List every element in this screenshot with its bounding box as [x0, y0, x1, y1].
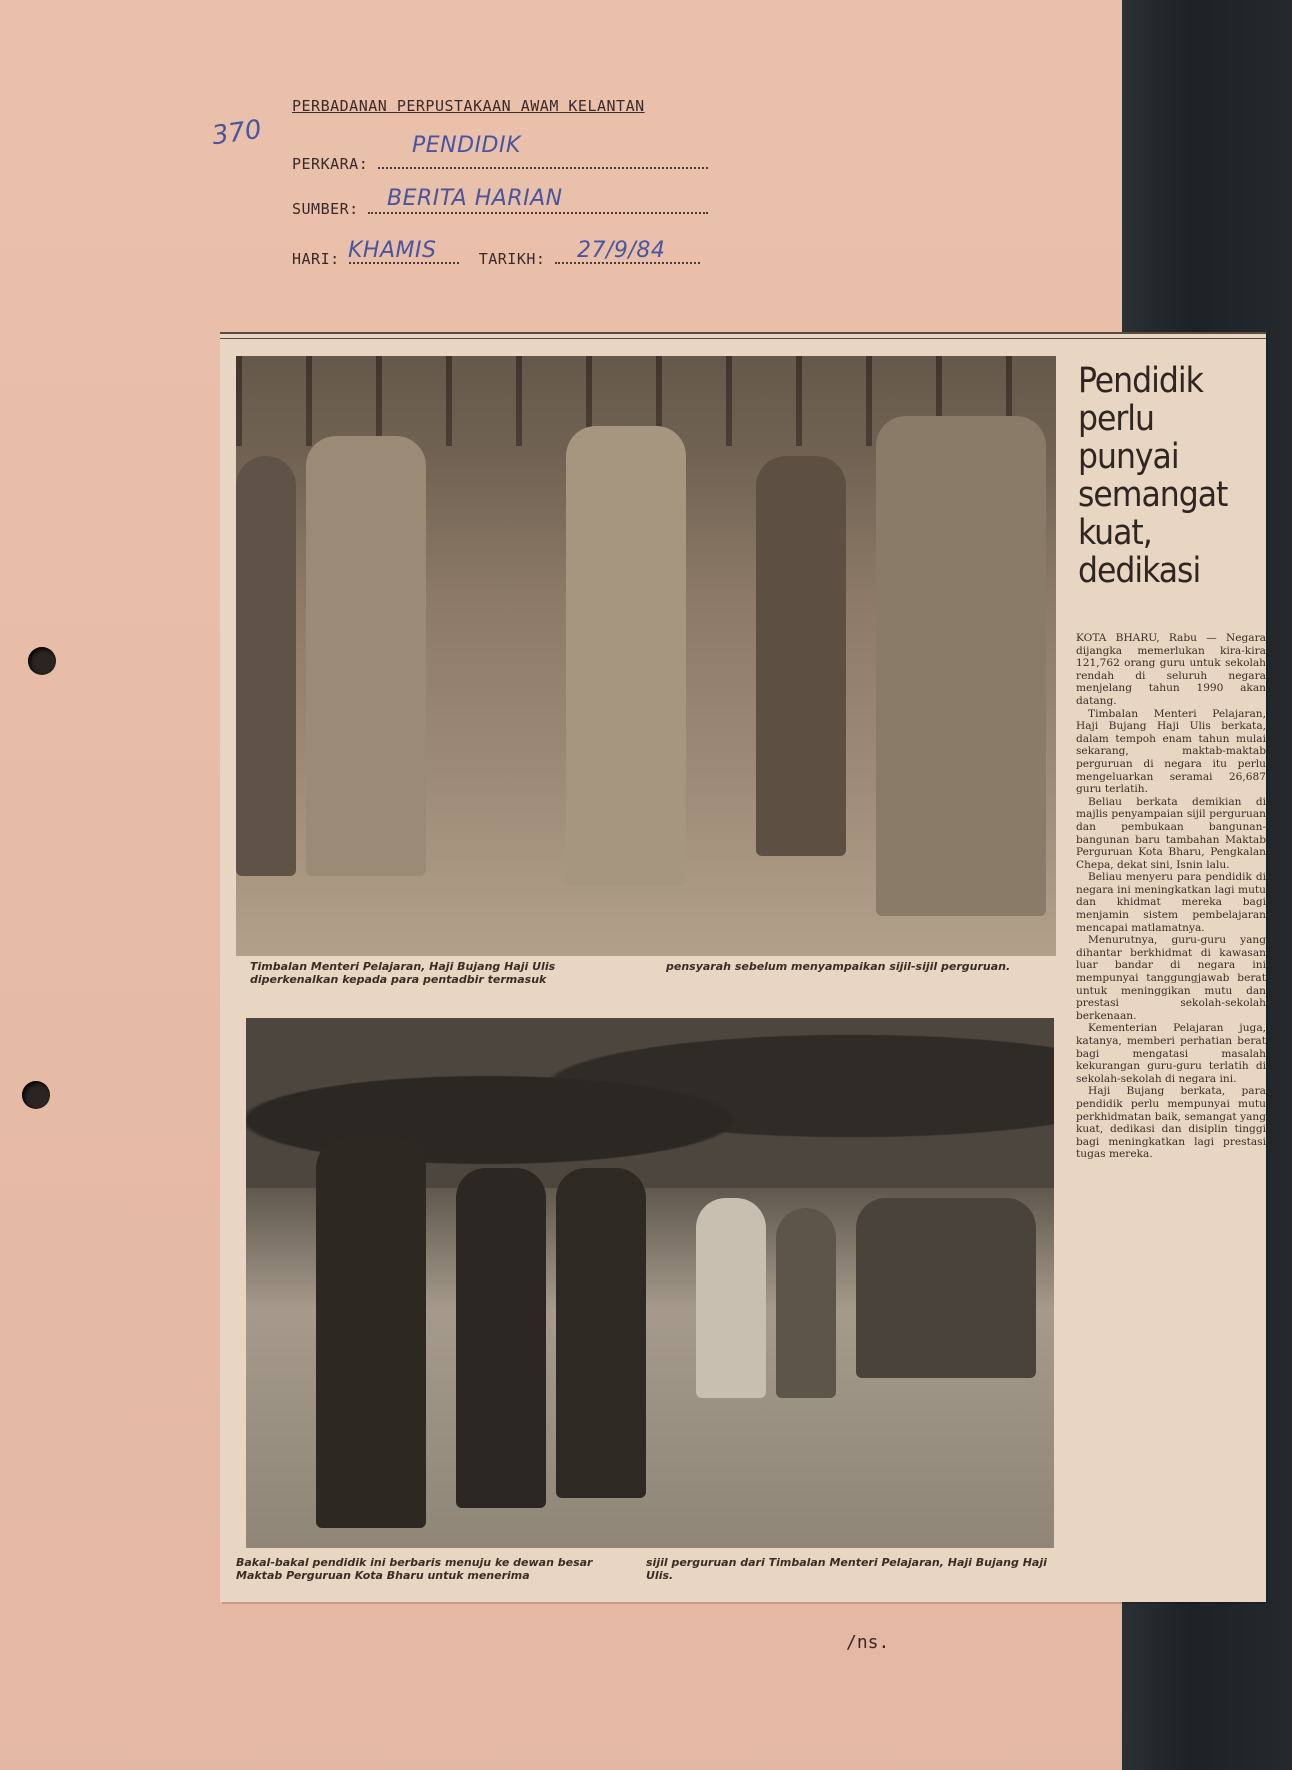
photo-figure — [756, 456, 846, 856]
article-headline: Pendidik perlu punyai semangat kuat, dedikasi — [1078, 361, 1228, 591]
tarikh-value: 27/9/84 — [577, 238, 666, 263]
perkara-dots — [378, 167, 708, 169]
article-paragraph: Beliau berkata demikian di majlis penyampaian sijil perguruan dan pembukaan bangunan-bangunan baru tambahan Maktab Perguruan Kota Bharu, Pengkalan Chepa, dekat sini, Isnin lalu. — [1076, 795, 1266, 871]
photo-procession — [246, 1018, 1054, 1548]
photo-figure — [236, 456, 296, 876]
tarikh-label: TARIKH: — [478, 250, 546, 268]
perkara-value: PENDIDIK — [412, 133, 521, 158]
sumber-row — [292, 186, 708, 218]
sumber-value: BERITA HARIAN — [387, 186, 563, 211]
hari-tarikh-row — [292, 238, 700, 268]
punch-hole-bottom — [22, 1081, 50, 1109]
clipping-top-rule — [220, 332, 1266, 339]
punch-hole-top — [28, 647, 56, 675]
hari-value: KHAMIS — [348, 238, 437, 263]
hari-label: HARI: — [292, 250, 340, 268]
file-number: 370 — [210, 114, 264, 152]
photo-figure — [456, 1168, 546, 1508]
caption-photo-2-right: sijil perguruan dari Timbalan Menteri Pelajaran, Haji Bujang Haji Ulis. — [646, 1556, 1047, 1582]
photo-handshake — [236, 356, 1056, 956]
caption-photo-1-left: Timbalan Menteri Pelajaran, Haji Bujang Haji Ulis diperkenalkan kepada para pentadbir termasuk — [250, 960, 556, 986]
perkara-row — [292, 133, 708, 173]
newspaper-clipping — [220, 332, 1266, 1602]
article-paragraph: Timbalan Menteri Pelajaran, Haji Bujang Haji Ulis berkata, dalam tempoh enam tahun mulai sekarang, maktab-maktab perguruan di negara itu perlu mengeluarkan seramai 26,687 guru terlatih. — [1076, 707, 1266, 796]
photo-figure — [566, 426, 686, 886]
page-marker: /ns. — [846, 1632, 890, 1653]
caption-photo-1-right: pensyarah sebelum menyampaikan sijil-sijil perguruan. — [666, 960, 1011, 973]
library-header-title: PERBADANAN PERPUSTAKAAN AWAM KELANTAN — [292, 97, 645, 115]
article-paragraph: KOTA BHARU, Rabu — Negara dijangka memerlukan kira-kira 121,762 orang guru untuk sekolah rendah di seluruh negara menjelang tahun 1990 akan datang. — [1076, 632, 1266, 707]
article-body — [1076, 632, 1266, 1161]
photo-figure — [306, 436, 426, 876]
article-paragraph: Kementerian Pelajaran juga, katanya, memberi perhatian berat bagi mengatasi masalah kekurangan guru-guru terlatih di sekolah-sekolah di negara ini. — [1076, 1022, 1266, 1085]
perkara-label: PERKARA: — [292, 155, 369, 173]
caption-photo-2-left: Bakal-bakal pendidik ini berbaris menuju ke dewan besar Maktab Perguruan Kota Bharu untuk menerima — [236, 1556, 593, 1582]
article-paragraph: Menurutnya, guru-guru yang dihantar berkhidmat di kawasan luar bandar di negara ini mempunyai tanggungjawab berat untuk meninggikan mutu dan prestasi sekolah-sekolah berkenaan. — [1076, 934, 1266, 1022]
photo-figure — [696, 1198, 766, 1398]
photo-figure — [556, 1168, 646, 1498]
sumber-label: SUMBER: — [292, 200, 359, 218]
photo-figure — [316, 1138, 426, 1528]
photo-figure — [876, 416, 1046, 916]
article-paragraph: Beliau menyeru para pendidik di negara ini meningkatkan lagi mutu dan khidmat mereka bagi menjamin sistem pembelajaran mencapai matlamatnya. — [1076, 871, 1266, 934]
sumber-dots — [368, 212, 708, 214]
photo-figure — [776, 1208, 836, 1398]
photo-figure — [856, 1198, 1036, 1378]
article-paragraph: Haji Bujang berkata, para pendidik perlu mempunyai mutu perkhidmatan baik, semangat yang kuat, dedikasi dan disiplin tinggi bagi meningkatkan lagi prestasi tugas mereka. — [1076, 1085, 1266, 1161]
